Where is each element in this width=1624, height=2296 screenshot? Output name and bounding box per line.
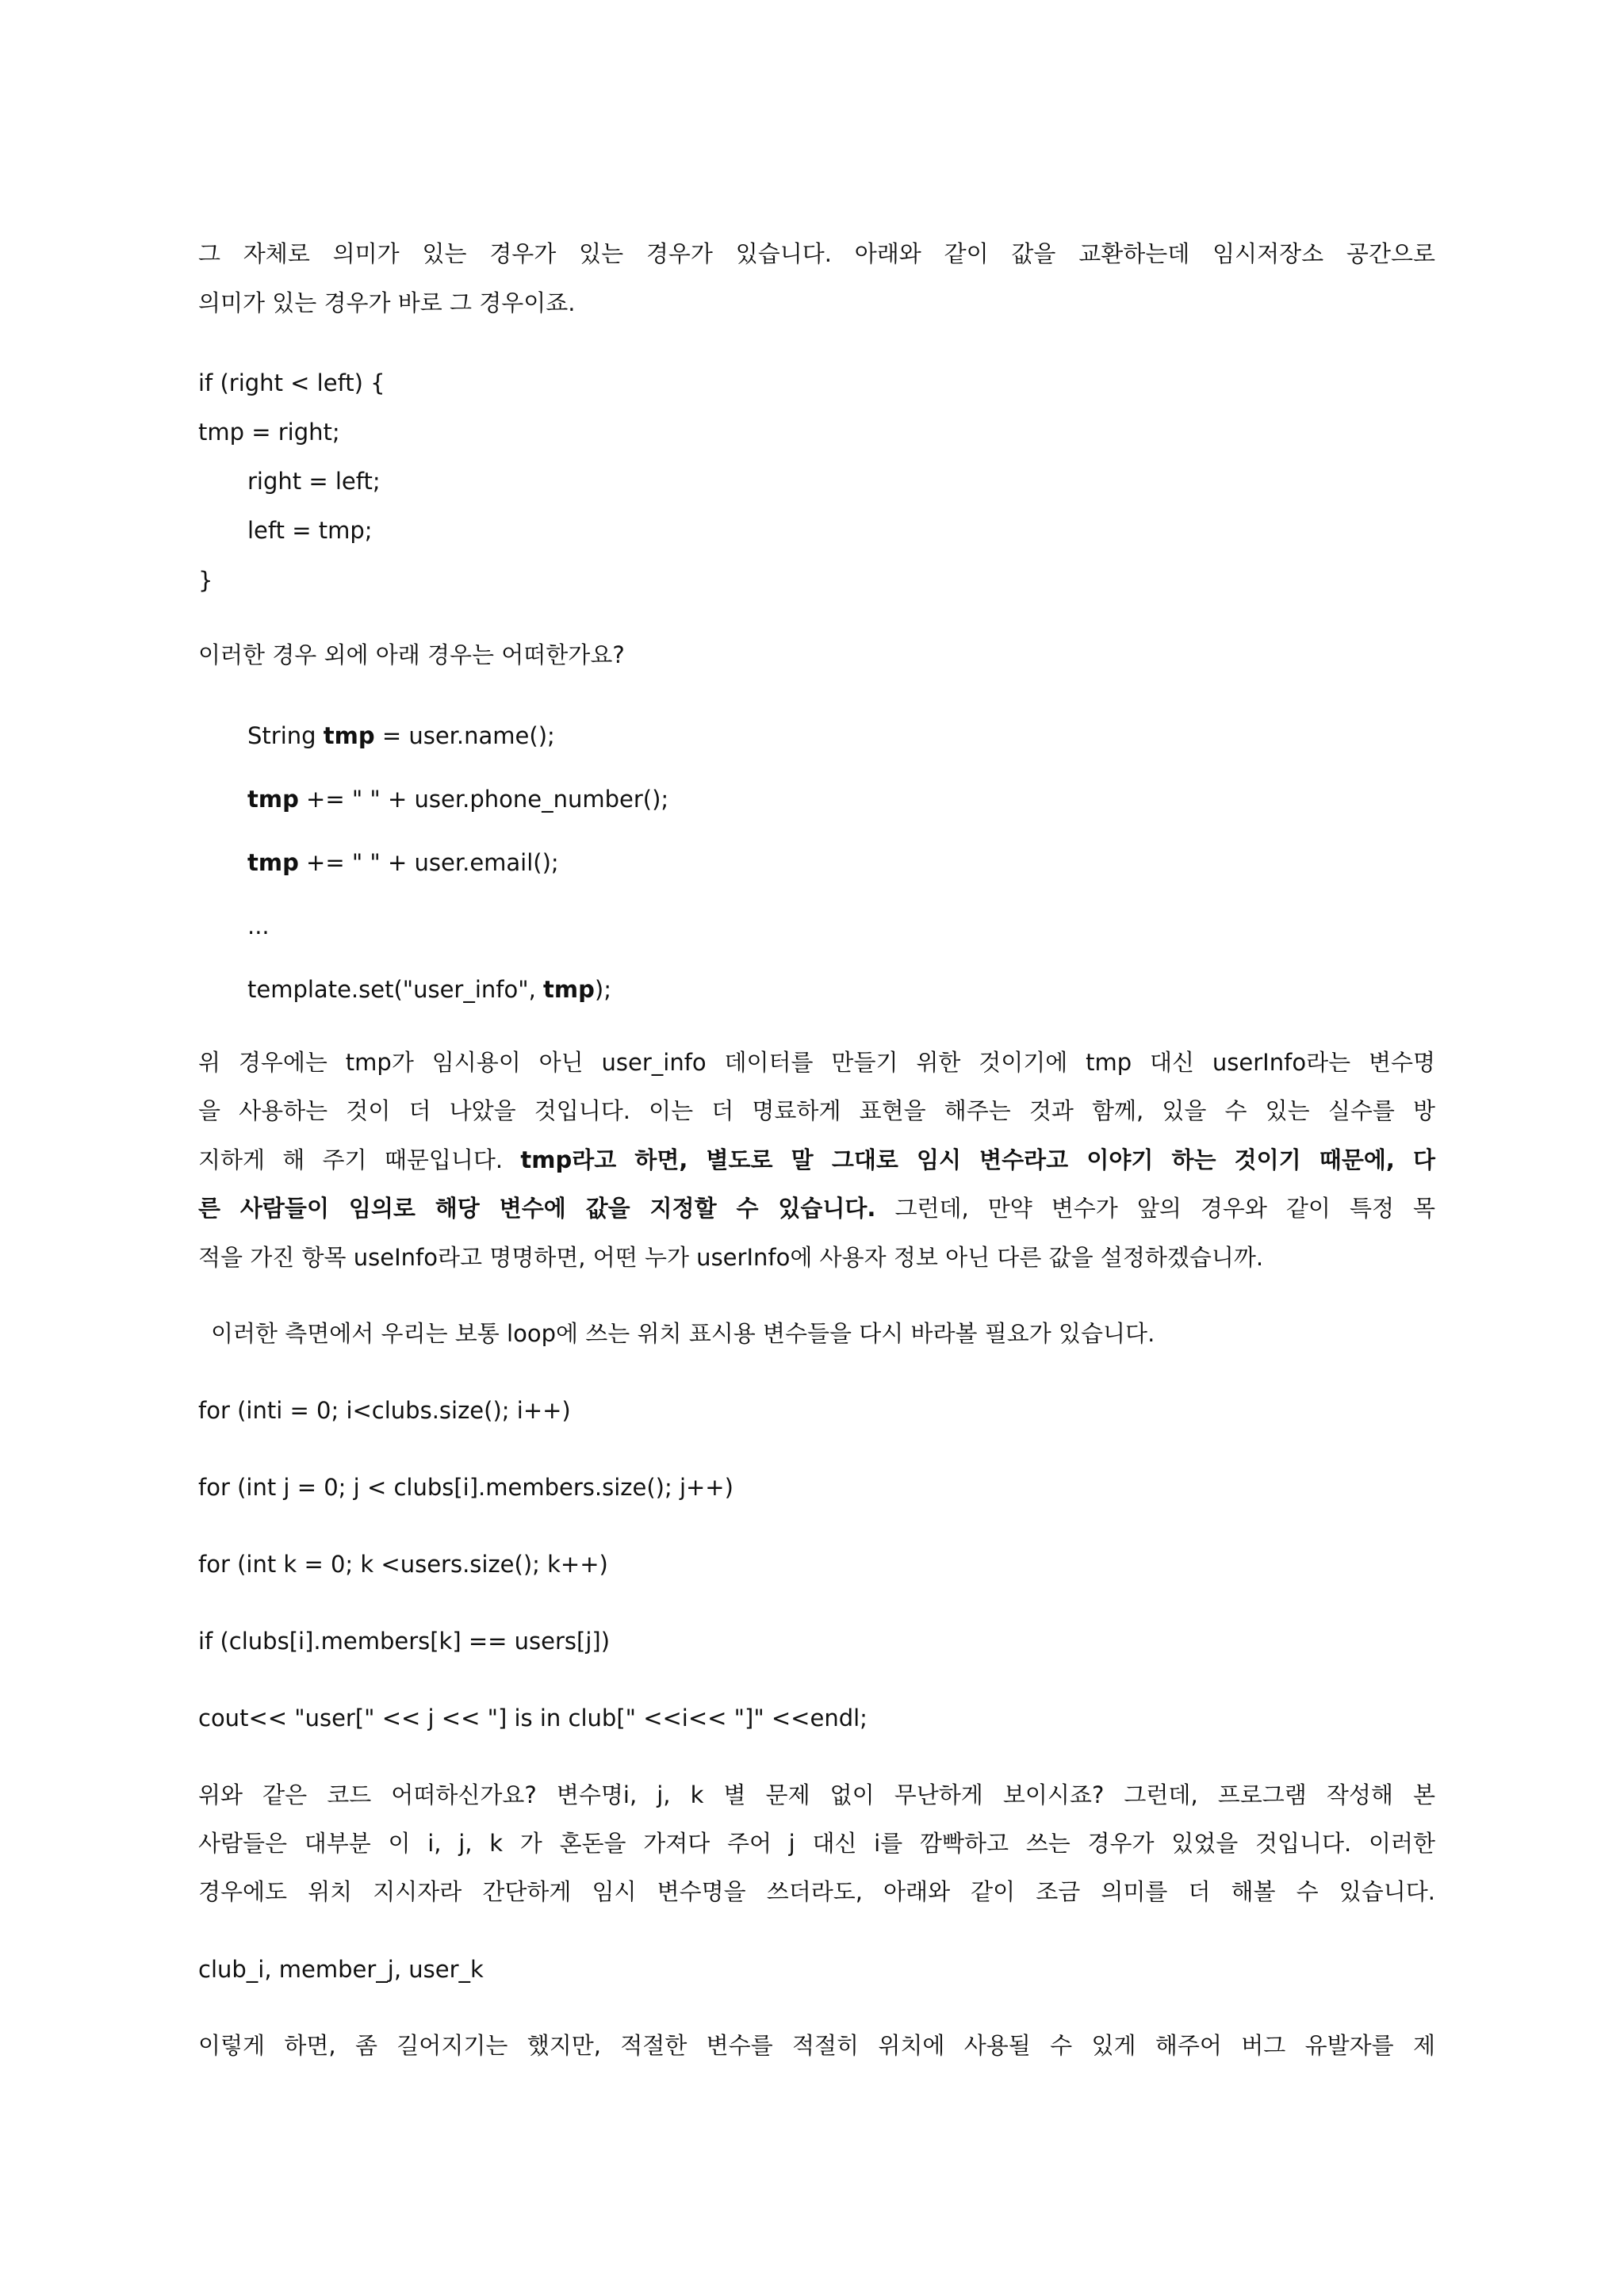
code-user-line-4: ...	[247, 913, 270, 939]
tmp-keyword: tmp	[247, 849, 299, 876]
code-user-line-2	[247, 783, 668, 815]
code-swap-line-3: right = left;	[247, 468, 381, 495]
para3-line-1: 위와 같은 코드 어떠하신가요? 변수명i, j, k 별 문제 없이 무난하게 보이시죠? 그런데, 프로그램 작성해 본	[198, 1781, 1435, 1808]
code-text: += " " + user.email();	[298, 849, 559, 876]
code-text: += " " + user.phone_number();	[298, 786, 669, 813]
code-text: template.set("user_info",	[247, 976, 544, 1003]
para1-bold-text: tmp라고 하면, 별도로 말 그대로 임시 변수라고 이야기 하는 것이기 때문에, 다	[520, 1146, 1435, 1173]
para1-text: 그런데, 만약 변수가 앞의 경우와 같이 특정 목	[875, 1195, 1436, 1222]
code-swap-line-2: tmp = right;	[198, 419, 340, 446]
para1-line-3	[198, 1144, 1435, 1176]
code-loop-line-1: for (inti = 0; i<clubs.size(); i++)	[198, 1397, 571, 1424]
code-loop-line-5: cout<< "user[" << j << "] is in club[" <<i<< "]" <<endl;	[198, 1705, 868, 1732]
para1-line-2: 을 사용하는 것이 더 나았을 것입니다. 이는 더 명료하게 표현을 해주는 것과 함께, 있을 수 있는 실수를 방	[198, 1097, 1435, 1124]
para1-bold-text: 른 사람들이 임의로 해당 변수에 값을 지정할 수 있습니다.	[198, 1195, 876, 1222]
para1-line-4	[198, 1192, 1435, 1224]
code-user-line-5	[247, 974, 611, 1005]
names-line: club_i, member_j, user_k	[198, 1956, 484, 1983]
code-text: = user.name();	[374, 722, 555, 749]
code-swap-line-4: left = tmp;	[247, 517, 373, 544]
intro-line-1: 그 자체로 의미가 있는 경우가 있는 경우가 있습니다. 아래와 같이 값을 교환하는데 임시저장소 공간으로	[198, 240, 1435, 267]
para4-line: 이렇게 하면, 좀 길어지기는 했지만, 적절한 변수를 적절히 위치에 사용될 수 있게 해주어 버그 유발자를 제	[198, 2032, 1435, 2059]
tmp-keyword: tmp	[247, 786, 299, 813]
para1-line-5: 적을 가진 항목 useInfo라고 명명하면, 어떤 누가 userInfo에 사용자 정보 아닌 다른 값을 설정하겠습니까.	[198, 1244, 1264, 1271]
code-loop-line-4: if (clubs[i].members[k] == users[j])	[198, 1628, 611, 1655]
question-line: 이러한 경우 외에 아래 경우는 어떠한가요?	[198, 641, 625, 668]
code-user-line-1	[247, 720, 555, 752]
intro-line-2: 의미가 있는 경우가 바로 그 경우이죠.	[198, 289, 576, 316]
para1-text: 지하게 해 주기 때문입니다.	[198, 1146, 521, 1173]
para1-line-1: 위 경우에는 tmp가 임시용이 아닌 user_info 데이터를 만들기 위한 것이기에 tmp 대신 userInfo라는 변수명	[198, 1049, 1435, 1076]
code-text: );	[594, 976, 611, 1003]
code-text: String	[247, 722, 324, 749]
code-loop-line-3: for (int k = 0; k <users.size(); k++)	[198, 1551, 608, 1578]
code-user-line-3	[247, 847, 559, 878]
tmp-keyword: tmp	[543, 976, 595, 1003]
para3-line-2: 사람들은 대부분 이 i, j, k 가 혼돈을 가져다 주어 j 대신 i를 깜빡하고 쓰는 경우가 있었을 것입니다. 이러한	[198, 1830, 1435, 1857]
para3-line-3: 경우에도 위치 지시자라 간단하게 임시 변수명을 쓰더라도, 아래와 같이 조금 의미를 더 해볼 수 있습니다.	[198, 1878, 1435, 1905]
para2-line: 이러한 측면에서 우리는 보통 loop에 쓰는 위치 표시용 변수들을 다시 바라볼 필요가 있습니다.	[211, 1320, 1155, 1347]
code-swap-line-1: if (right < left) {	[198, 369, 385, 396]
code-swap-line-5: }	[198, 567, 213, 594]
code-loop-line-2: for (int j = 0; j < clubs[i].members.size(); j++)	[198, 1474, 733, 1501]
tmp-keyword: tmp	[323, 722, 375, 749]
